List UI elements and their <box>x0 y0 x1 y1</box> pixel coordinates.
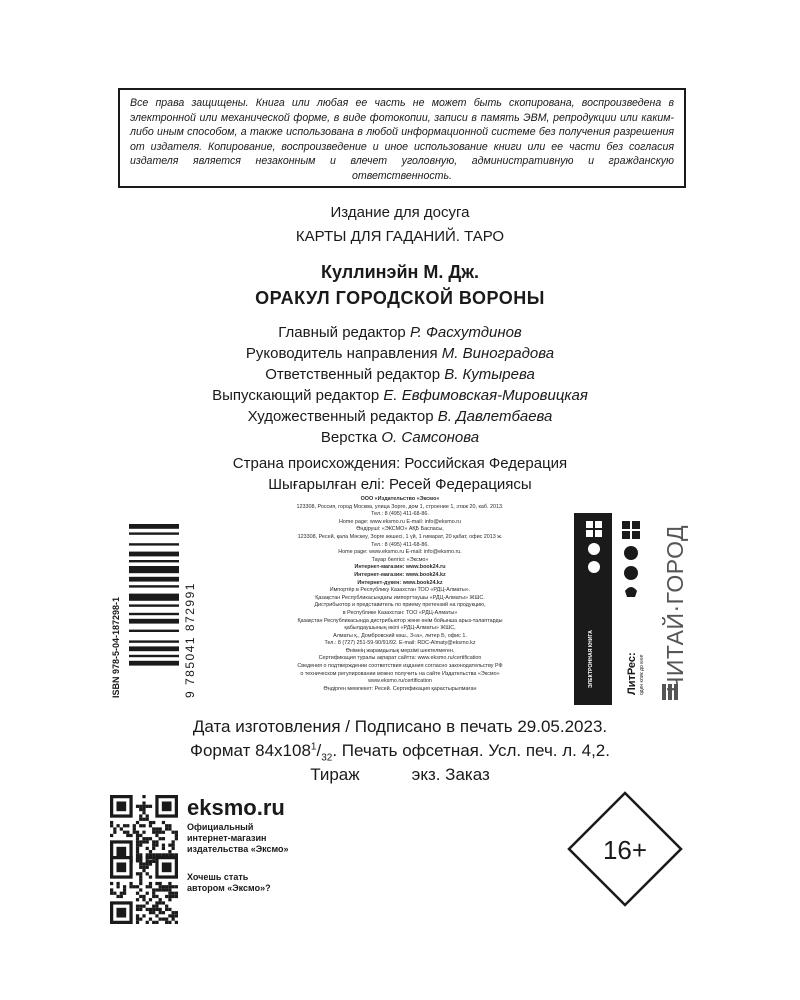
genre-line: Издание для досуга <box>330 204 470 221</box>
format-slash: / <box>316 741 322 760</box>
publisher-line: 123308, Ресей, қала Мәскеу, Зорге көшесі, 1 үй, 1 ғимарат, 20 қабат, офис 2013 ж. <box>297 533 503 540</box>
format-denominator: 32 <box>321 752 333 764</box>
eksmo-shop-description <box>187 822 289 855</box>
qr-code-author-icon[interactable] <box>110 856 178 924</box>
publisher-line: Home page: www.eksmo.ru E-mail: info@eksmo.ru <box>338 518 461 525</box>
publisher-line: Интернет-магазин: www.book24.kz <box>354 571 446 578</box>
publisher-line: Интернет-магазин: www.book24.ru <box>354 564 446 571</box>
staff-name: М. Виноградова <box>441 345 555 362</box>
ebook-strip <box>574 513 612 705</box>
desc-line: Официальный <box>187 822 254 832</box>
publisher-line: о техническом регулировании можно получить на сайте Издательства «Эксмо» <box>300 670 500 677</box>
staff-name: Е. Евфимовская-Мировицкая <box>383 387 588 404</box>
publisher-line: Өндіруші: «ЭКСМО» АҚБ Баспасы, <box>356 526 444 533</box>
staff-role: Главный редактор <box>278 324 406 341</box>
litres-logo <box>612 513 652 705</box>
author-name: Куллинэйн М. Дж. <box>320 262 480 282</box>
chitai-gorod-label: ЧИТАЙ·ГОРОД <box>662 524 688 692</box>
desc-line: издательства «Эксмо» <box>187 844 289 854</box>
publisher-line: қабылдаушының өкілі «РДЦ-Алматы» ЖШС, <box>344 625 456 632</box>
staff-name: Р. Фасхутдинов <box>409 324 522 341</box>
staff-row <box>0 406 800 427</box>
publisher-line: Импортёр в Республику Казахстан ТОО «РДЦ-Алматы». <box>329 587 471 594</box>
series-line: КАРТЫ ДЛЯ ГАДАНИЙ. ТАРО <box>295 228 505 245</box>
publisher-line: Өндірген мемлекет: Ресей. Сертификация қарастырылмаған <box>323 685 477 692</box>
publisher-line: Өнімнің жарамдылық мерзімі шектелмеген. <box>345 647 455 654</box>
staff-row <box>0 364 800 385</box>
staff-name: О. Самсонова <box>381 429 480 446</box>
eksmo-site-link[interactable]: eksmo.ru <box>187 795 285 820</box>
staff-row <box>0 343 800 364</box>
app-store-icons <box>584 519 604 579</box>
author-line: Хочешь стать <box>187 872 249 882</box>
publisher-line: Интернет-дүкен: www.book24.kz <box>357 579 443 586</box>
desc-line: интернет-магазин <box>187 833 267 843</box>
publisher-line: Тел.: 8 (727) 251-59-90/91/92. E-mail: RDC-Almaty@eksmo.kz <box>324 640 476 647</box>
strip-caption: ЭЛЕКТРОННАЯ КНИГА <box>588 630 594 688</box>
publisher-info <box>232 496 568 693</box>
isbn-barcode <box>103 520 203 704</box>
ean-number: 9 785041 872991 <box>183 582 197 698</box>
staff-name: В. Давлетбаева <box>437 408 553 425</box>
print-format <box>0 741 800 763</box>
litres-tagline: один клик до книг <box>639 654 645 695</box>
staff-role: Верстка <box>320 429 378 446</box>
publisher-line: Home page: www.eksmo.ru E-mail: info@eksmo.ru. <box>338 549 462 556</box>
staff-row <box>0 427 800 448</box>
country-of-origin-kz: Шығарылған елі: Ресей Федерациясы <box>268 476 532 493</box>
country-of-origin: Страна происхождения: Российская Федерация <box>232 455 568 472</box>
barcode-bars <box>129 524 179 698</box>
author-line: автором «Эксмо»? <box>187 883 271 893</box>
publisher-line: в Республике Казахстан: ТОО «РДЦ-Алматы» <box>342 609 458 616</box>
become-author-text <box>187 872 271 894</box>
publisher-line: Алматы қ., Домбровский көш., 3«а», литер Б, офис 1. <box>333 632 467 639</box>
format-numerator: 1 <box>310 741 317 753</box>
qr-code-shop-icon[interactable] <box>110 795 178 863</box>
format-suffix: . Печать офсетная. Усл. печ. л. 4,2. <box>332 741 610 760</box>
staff-role: Выпускающий редактор <box>212 387 380 404</box>
publisher-line: Тауар белгісі: «Эксмо» <box>371 556 429 563</box>
staff-role: Художественный редактор <box>247 408 434 425</box>
publisher-line: Сертификация туралы ақпарат сайтта: www.eksmo.ru/certification <box>318 655 482 662</box>
publisher-line: Дистрибьютор и представитель по приему претензий на продукцию, <box>314 602 486 609</box>
age-rating: 16+ <box>602 835 648 865</box>
book-title: ОРАКУЛ ГОРОДСКОЙ ВОРОНЫ <box>255 288 545 308</box>
litres-label: ЛитРес: <box>626 652 638 695</box>
print-run <box>0 765 800 785</box>
format-prefix: Формат 84x108 <box>190 741 311 760</box>
tirazh-label: Тираж <box>310 765 360 784</box>
chitai-gorod-logo <box>654 496 694 706</box>
staff-row <box>0 322 800 343</box>
staff-row <box>0 385 800 406</box>
publisher-line: www.eksmo.ru/certification <box>368 678 432 685</box>
publisher-line: Тел.: 8 (495) 411-68-86. <box>371 511 429 518</box>
staff-role: Руководитель направления <box>245 345 438 362</box>
production-date: Дата изготовления / Подписано в печать 29.05.2023. <box>192 717 608 736</box>
isbn-number: ISBN 978-5-04-187298-1 <box>111 596 121 698</box>
staff-role: Ответственный редактор <box>265 366 441 383</box>
staff-name: В. Кутырева <box>444 366 535 383</box>
platform-icons <box>620 519 644 599</box>
editorial-staff <box>0 322 800 448</box>
order-label: экз. Заказ <box>411 765 490 784</box>
publisher-line: Қазақстан Республикасында дистрибьютор және өнім бойынша арыз-талаптарды <box>297 617 503 624</box>
publisher-line: Қазақстан Республикасындағы импорттаушы «РДЦ-Алматы» ЖШС. <box>315 594 485 601</box>
rights-notice: Все права защищены. Книга или любая ее часть не может быть скопирована, воспроизведена в электронной или механической форме, в виде фотокопии, записи в память ЭВМ, репродукции или каким-либо иным способом, а также использована в любой информационной системе без получения разрешения от издателя. Копирование, воспроизведение и иное использование книги или ее части без согласия издателя является незаконным и влечет уголовную, административную и гражданскую ответственность. <box>118 88 686 188</box>
publisher-line: 123308, Россия, город Москва, улица Зорге, дом 1, строение 1, этаж 20, каб. 2013. <box>296 503 504 510</box>
publisher-line: Тел.: 8 (495) 411-68-86. <box>371 541 429 548</box>
publisher-line: Сведения о подтверждении соответствия издания согласно законодательству РФ <box>297 663 503 670</box>
publisher-line: ООО «Издательство «Эксмо» <box>360 496 440 502</box>
